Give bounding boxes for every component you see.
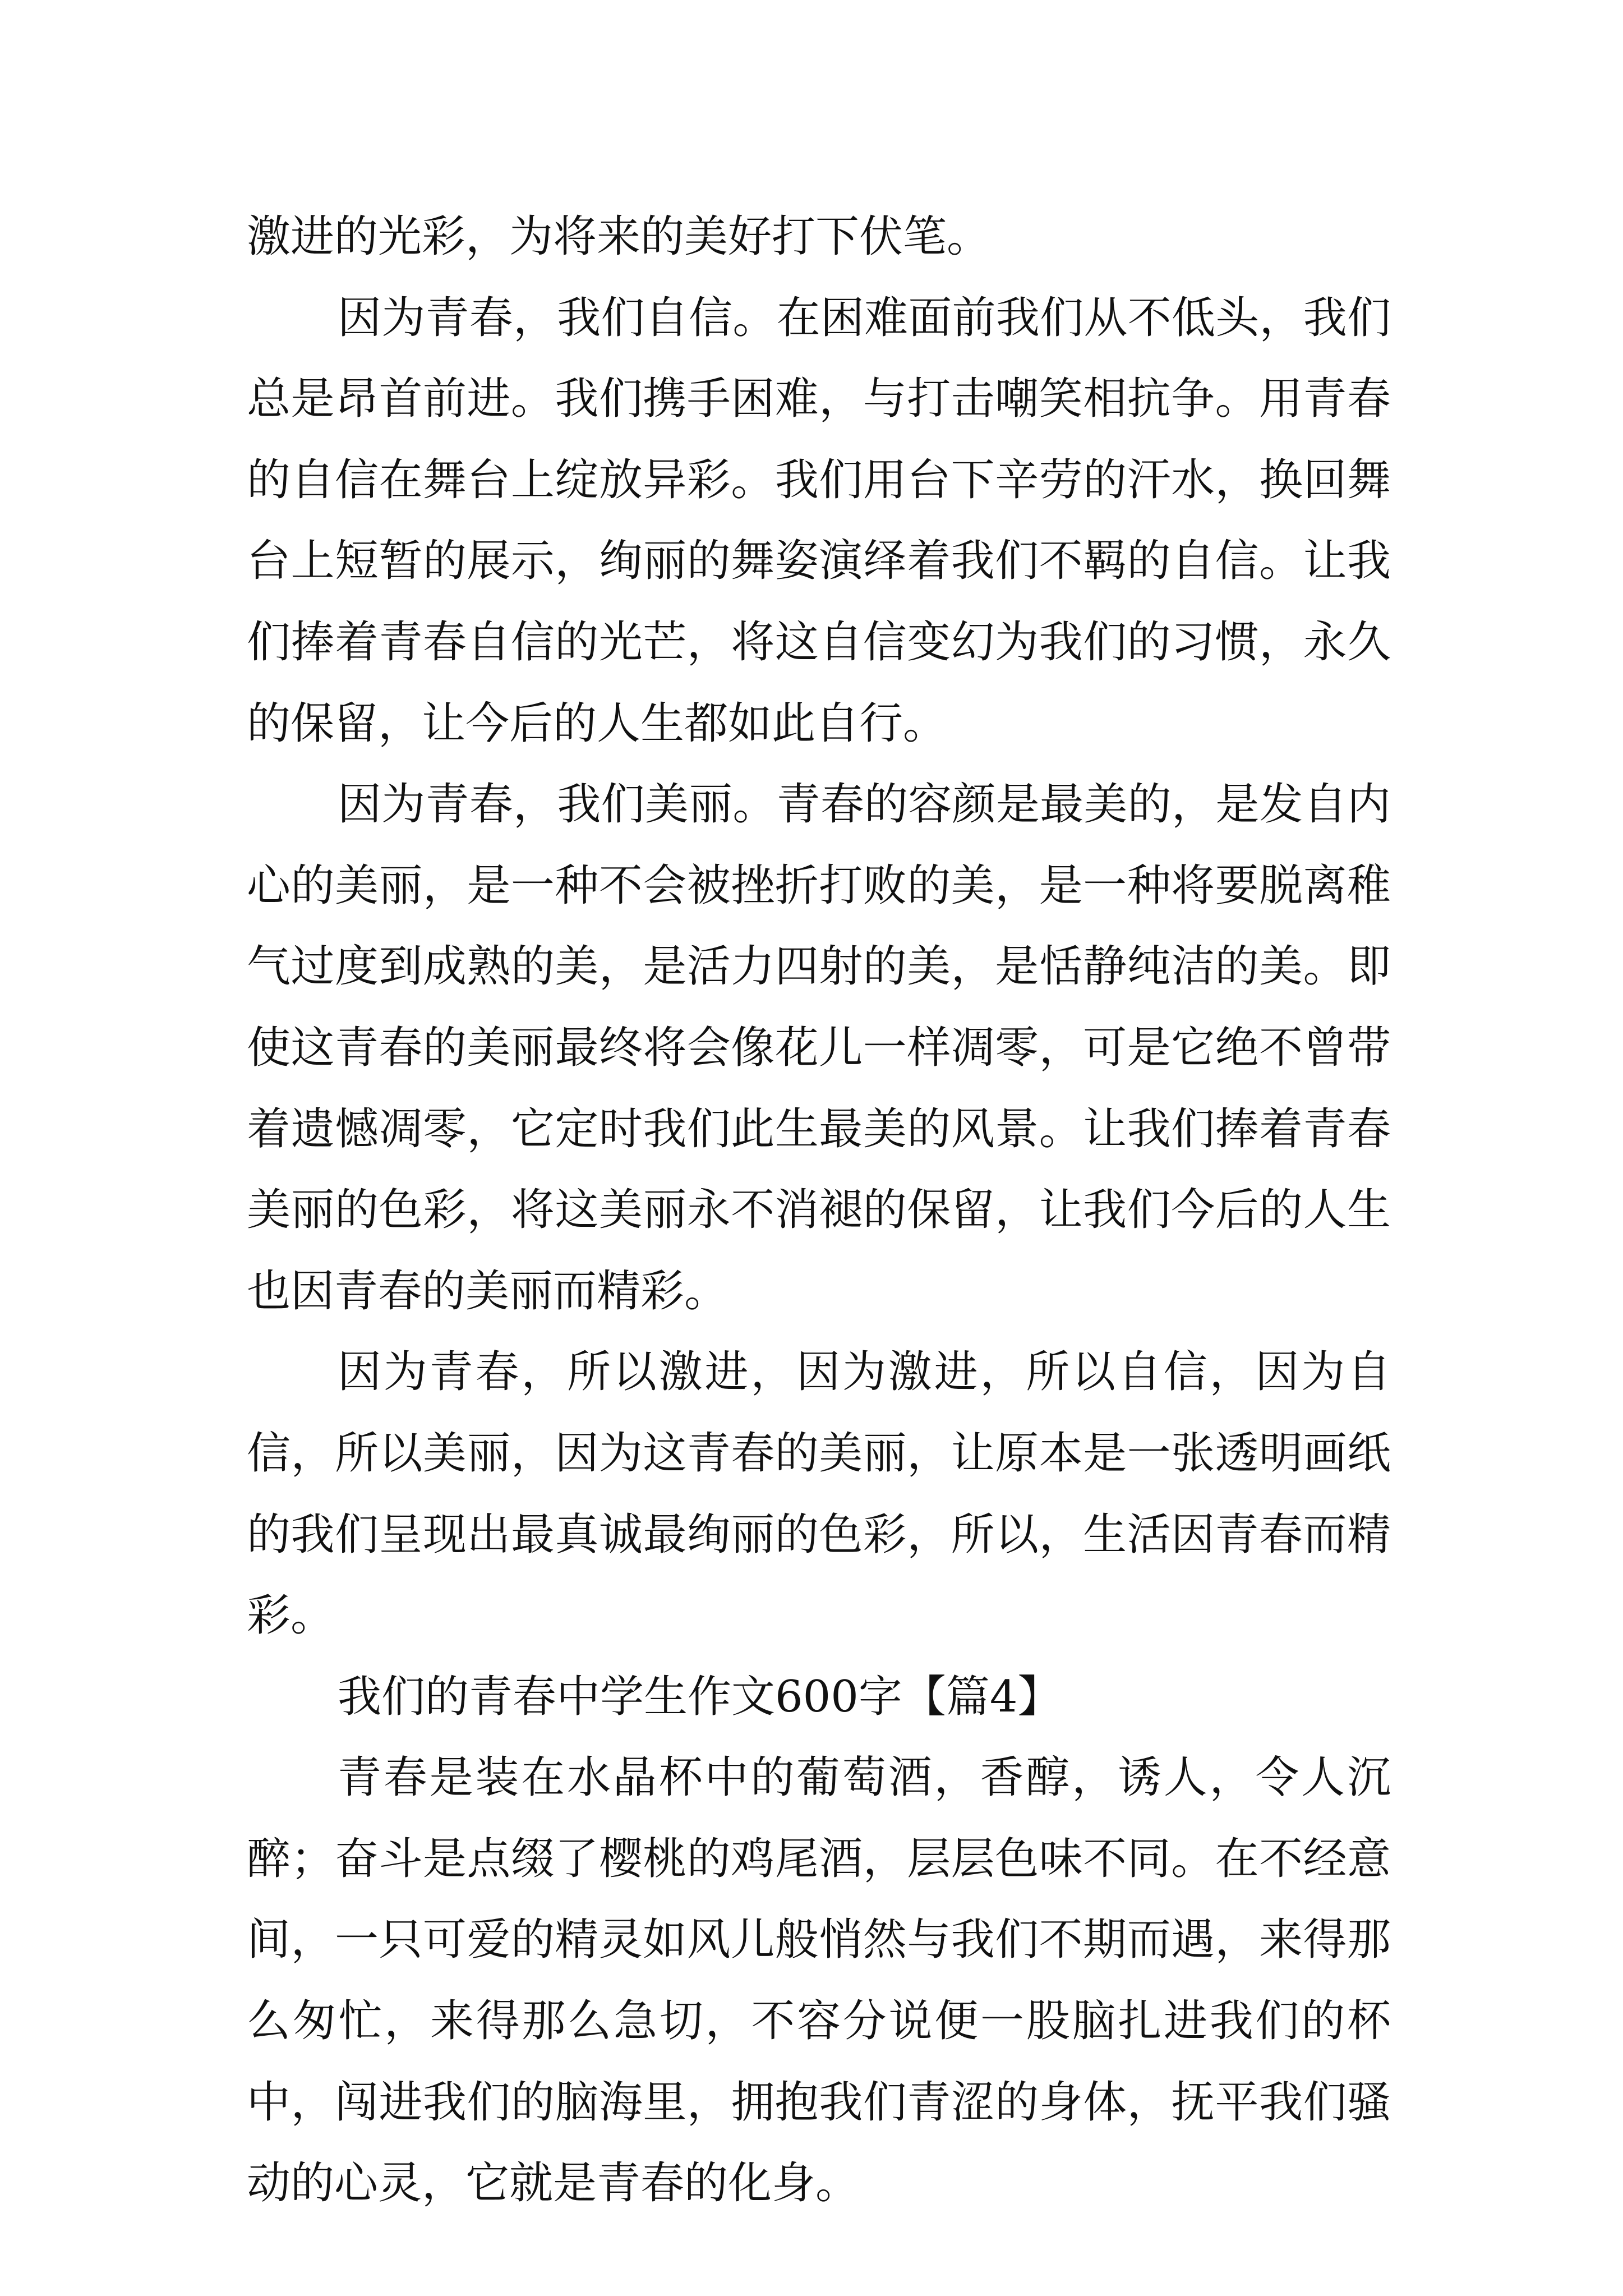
paragraph-essay-4-intro: 青春是装在水晶杯中的葡萄酒，香醇，诱人，令人沉醉；奋斗是点缀了樱桃的鸡尾酒，层层色味不同。在不经意间，一只可爱的精灵如风儿般悄然与我们不期而遇，来得那么匆忙，来得那么急切，不容分说便一股脑扎进我们的杯中，闯进我们的脑海里，拥抱我们青涩的身体，抚平我们骚动的心灵，它就是青春的化身。 [247,1752,1391,2209]
paragraph-continuation: 激进的光彩，为将来的美好打下伏笔。 [247,211,991,262]
section-heading: 我们的青春中学生作文600字【篇4】 [338,1671,1062,1722]
paragraph-confidence: 因为青春，我们自信。在困难面前我们从不低头，我们总是昂首前进。我们携手困难，与打击嘲笑相抗争。用青春的自信在舞台上绽放异彩。我们用台下辛劳的汗水，换回舞台上短暂的展示，绚丽的舞姿演绎着我们不羁的自信。让我们捧着青春自信的光芒，将这自信变幻为我们的习惯，永久的保留，让今后的人生都如此自行。 [247,292,1391,749]
document-body [247,196,1391,2224]
paragraph-conclusion: 因为青春，所以激进，因为激进，所以自信，因为自信，所以美丽，因为这青春的美丽，让原本是一张透明画纸的我们呈现出最真诚最绚丽的色彩，所以，生活因青春而精彩。 [247,1347,1391,1641]
paragraph-beauty: 因为青春，我们美丽。青春的容颜是最美的，是发自内心的美丽，是一种不会被挫折打败的美，是一种将要脱离稚气过度到成熟的美，是活力四射的美，是恬静纯洁的美。即使这青春的美丽最终将会像花儿一样凋零，可是它绝不曾带着遗憾凋零，它定时我们此生最美的风景。让我们捧着青春美丽的色彩，将这美丽永不消褪的保留，让我们今后的人生也因青春的美丽而精彩。 [247,779,1391,1317]
